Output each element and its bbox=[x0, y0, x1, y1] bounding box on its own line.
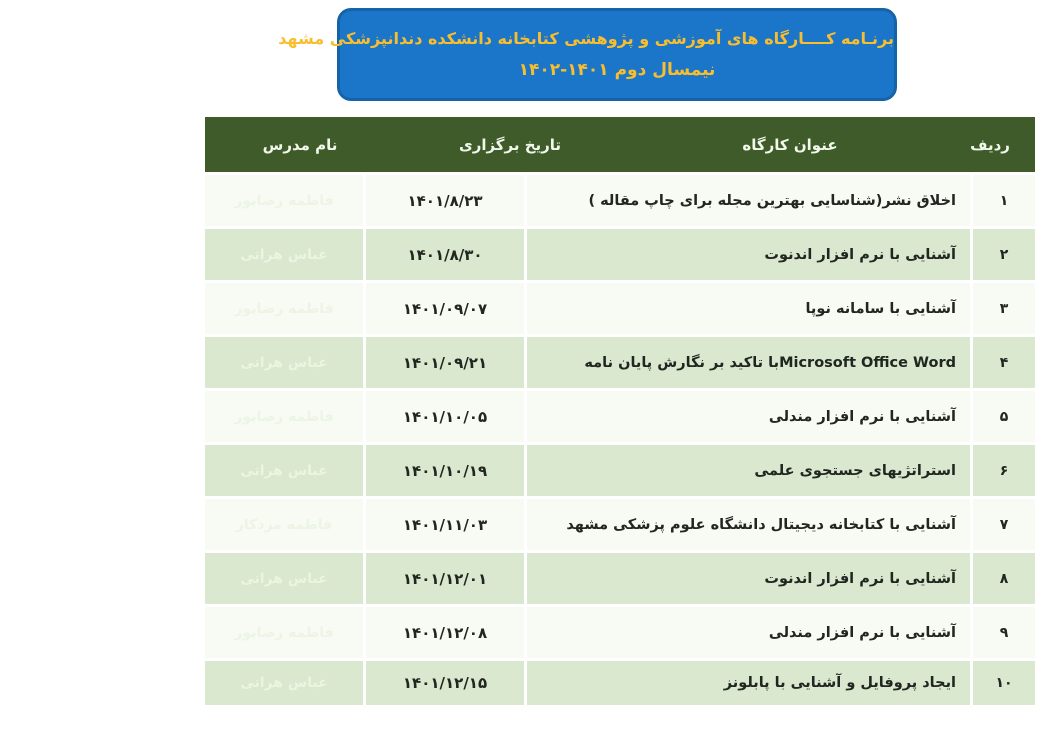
workshop-title-cell: آشنایی با نرم افزار مندلی bbox=[527, 607, 970, 658]
workshops-table bbox=[205, 117, 1035, 705]
row-number-cell: ۶ bbox=[973, 445, 1035, 496]
table-row bbox=[205, 283, 1035, 334]
workshop-date-cell: ۱۴۰۱/۰۹/۲۱ bbox=[366, 337, 524, 388]
instructor-name-cell: فاطمه مزدکار bbox=[205, 499, 363, 550]
row-number-cell: ۵ bbox=[973, 391, 1035, 442]
header-date: تاریخ برگزاری bbox=[458, 135, 562, 154]
row-number-cell: ۹ bbox=[973, 607, 1035, 658]
workshop-title-cell: استراتژیهای جستجوی علمی bbox=[527, 445, 970, 496]
workshop-date-cell: ۱۴۰۱/۱۰/۰۵ bbox=[366, 391, 524, 442]
table-row bbox=[205, 337, 1035, 388]
instructor-name-cell: عباس هراتی bbox=[205, 337, 363, 388]
header-row-number: ردیف bbox=[970, 135, 1010, 154]
table-row bbox=[205, 553, 1035, 604]
row-number-cell: ۸ bbox=[973, 553, 1035, 604]
workshop-title-cell: ایجاد پروفایل و آشنایی با پابلونز bbox=[527, 661, 970, 705]
header-instructor-name: نام مدرس bbox=[262, 135, 338, 154]
row-number-cell: ۳ bbox=[973, 283, 1035, 334]
title-banner bbox=[278, 8, 897, 101]
workshop-title-cell: اخلاق نشر(شناسایی بهترین مجله برای چاپ مقاله ) bbox=[527, 175, 970, 226]
instructor-name-cell: عباس هراتی bbox=[205, 553, 363, 604]
table-header-row bbox=[205, 117, 1035, 172]
instructor-name-cell: عباس هراتی bbox=[205, 661, 363, 705]
workshop-date-cell: ۱۴۰۱/۸/۲۳ bbox=[366, 175, 524, 226]
row-number-cell: ۷ bbox=[973, 499, 1035, 550]
row-number-cell: ۴ bbox=[973, 337, 1035, 388]
workshop-date-cell: ۱۴۰۱/۱۰/۱۹ bbox=[366, 445, 524, 496]
row-number-cell: ۱۰ bbox=[973, 661, 1035, 705]
banner-title: برنـامه کــــارگاه های آموزشی و پژوهشی کتابخانه دانشکده دندانپزشکی مشهد bbox=[278, 29, 894, 48]
workshop-date-cell: ۱۴۰۱/۸/۳۰ bbox=[366, 229, 524, 280]
instructor-name-cell: فاطمه رضاپور bbox=[205, 607, 363, 658]
header-workshop-title: عنوان کارگاه bbox=[742, 135, 838, 154]
instructor-name-cell: فاطمه رضاپور bbox=[205, 391, 363, 442]
instructor-name-cell: عباس هراتی bbox=[205, 445, 363, 496]
workshop-title-cell: آشنایی با سامانه نوپا bbox=[527, 283, 970, 334]
workshop-title-cell: آشنایی با نرم افزار مندلی bbox=[527, 391, 970, 442]
row-number-cell: ۲ bbox=[973, 229, 1035, 280]
instructor-name-cell: فاطمه رضاپور bbox=[205, 283, 363, 334]
table-row bbox=[205, 607, 1035, 658]
table-row bbox=[205, 229, 1035, 280]
table-row bbox=[205, 499, 1035, 550]
table-row bbox=[205, 391, 1035, 442]
instructor-name-cell: فاطمه رضاپور bbox=[205, 175, 363, 226]
workshop-date-cell: ۱۴۰۱/۱۱/۰۳ bbox=[366, 499, 524, 550]
table-row bbox=[205, 445, 1035, 496]
workshop-date-cell: ۱۴۰۱/۱۲/۱۵ bbox=[366, 661, 524, 705]
workshop-title-cell: Microsoft Office Wordبا تاکید بر نگارش پایان نامه bbox=[527, 337, 970, 388]
workshop-date-cell: ۱۴۰۱/۰۹/۰۷ bbox=[366, 283, 524, 334]
table-body bbox=[205, 175, 1035, 705]
workshop-title-cell: آشنایی با کتابخانه دیجیتال دانشگاه علوم پزشکی مشهد bbox=[527, 499, 970, 550]
workshop-title-cell: آشنایی با نرم افزار اندنوت bbox=[527, 553, 970, 604]
row-number-cell: ۱ bbox=[973, 175, 1035, 226]
table-row bbox=[205, 661, 1035, 705]
table-row bbox=[205, 175, 1035, 226]
workshop-title-cell: آشنایی با نرم افزار اندنوت bbox=[527, 229, 970, 280]
banner-subtitle: نیمسال دوم ۱۴۰۱-۱۴۰۲ bbox=[518, 60, 716, 80]
instructor-name-cell: عباس هراتی bbox=[205, 229, 363, 280]
workshop-date-cell: ۱۴۰۱/۱۲/۰۱ bbox=[366, 553, 524, 604]
workshop-date-cell: ۱۴۰۱/۱۲/۰۸ bbox=[366, 607, 524, 658]
